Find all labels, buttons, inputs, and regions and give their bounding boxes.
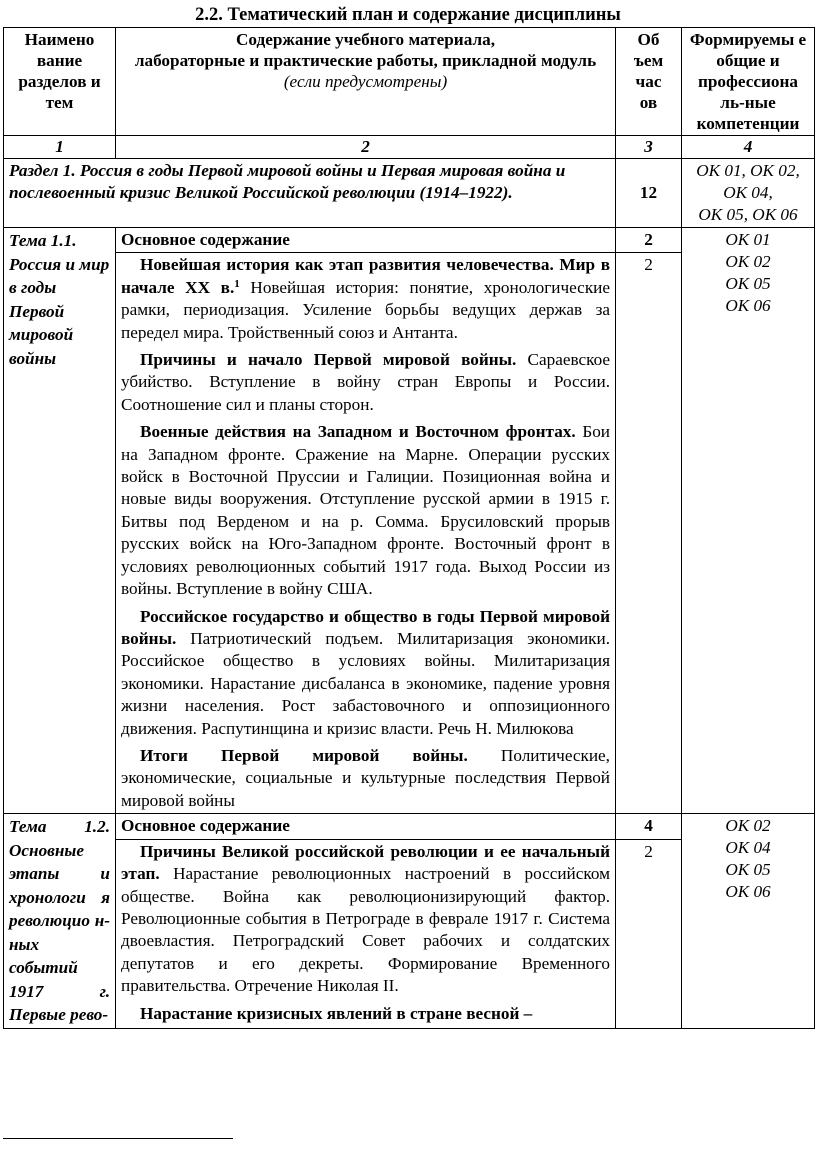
column-number-3: 3	[616, 136, 682, 159]
topic1-p2-heading: Причины и начало Первой мировой войны.	[140, 350, 517, 370]
topic1-p1-heading: Новейшая история как этап развития человечества. Мир в начале XX в.	[121, 255, 610, 297]
topic2-content-hours: 2	[616, 839, 682, 1028]
section-competency-line: ОК 04,	[723, 183, 773, 202]
topic1-name: Тема 1.1. Россия и мир в годы Первой мировой войны	[4, 228, 116, 814]
header-sections: Наимено вание разделов и тем	[4, 28, 116, 136]
page-title: 2.2. Тематический план и содержание дисциплины	[195, 5, 621, 25]
topic2-competency: ОК 02	[725, 816, 771, 836]
topic1-main-row	[4, 228, 815, 253]
header-content	[116, 28, 616, 136]
topic1-competency: ОК 06	[725, 296, 771, 315]
topic1-p2-text: Сараевское убийство. Вступление в войну стран Европы и России. Соотношение сил и планы сторон.	[121, 350, 610, 414]
topic2-competencies	[682, 814, 815, 1029]
section-competencies	[682, 159, 815, 228]
column-number-2: 2	[116, 136, 616, 159]
topic1-main-label: Основное содержание	[116, 228, 616, 253]
topic1-p3-text: Бои на Западном фронте. Сражение на Марне. Операции русских войск в Восточной Пруссии и Галиции. Позиционная война и новые виды вооружения. Отступление русской армии в 1915 г. Битвы под Верденом и на р. Сомма. Брусиловский прорыв русских войск на Юго-Западном фронте. Восточный фронт в условиях революционных событий 1917 года. Выход России из войны. Вступление в войну США.	[121, 422, 610, 599]
header-row	[4, 28, 815, 136]
topic2-p1-heading: Причины Великой российской революции и ее начальный этап.	[121, 841, 610, 884]
topic1-competency: ОК 05	[725, 274, 771, 293]
topic1-p4-text: Патриотический подъем. Милитаризация экономики. Российское общество в условиях войны. Милитаризация экономики. Нарастание дисбаланса в экономике, падение уровня жизни населения. Рост забастовочного и оппозиционного движения. Распутинщина и кризис власти. Речь Н. Милюкова	[121, 628, 610, 738]
topic2-content	[116, 839, 616, 1028]
topic1-p3-heading: Военные действия на Западном и Восточном фронтах.	[140, 422, 576, 442]
topic1-competency: ОК 01	[725, 230, 771, 249]
topic2-main-row	[4, 814, 815, 840]
column-number-4: 4	[682, 136, 815, 159]
column-number-1: 1	[4, 136, 116, 159]
topic2-competency: ОК 04	[725, 838, 771, 858]
topic2-competency: ОК 06	[725, 882, 771, 902]
topic1-paragraph	[121, 745, 610, 812]
topic2-name: Тема 1.2. Основные этапы и хронологи я революцио н-ных событий 1917 г. Первые рево-	[4, 814, 116, 1029]
topic2-p1-text: Нарастание революционных настроений в российском обществе. Война как революционизирующий фактор. Революционные события в Петрограде в феврале 1917 г. Система двоевластия. Петроградский Совет рабочих и солдатских депутатов и его декреты. Формирование Временного правительства. Отречение Николая II.	[121, 864, 610, 996]
thematic-plan-table	[3, 27, 815, 1029]
topic2-competency: ОК 05	[725, 860, 771, 880]
footnote-marker: 1	[234, 277, 240, 290]
topic2-paragraph	[121, 841, 610, 998]
topic1-p4-heading: Российское государство и общество в годы Первой мировой войны.	[121, 606, 610, 648]
topic2-main-hours: 4	[616, 814, 682, 840]
topic1-p5-heading: Итоги Первой мировой войны.	[140, 745, 468, 765]
section-row	[4, 159, 815, 228]
section-hours: 12	[616, 159, 682, 228]
topic1-competencies	[682, 228, 815, 814]
column-number-row	[4, 136, 815, 159]
topic2-paragraph	[121, 1003, 610, 1025]
topic1-content-hours: 2	[616, 253, 682, 814]
topic2-p2-heading: Нарастание кризисных явлений в стране весной –	[140, 1003, 533, 1023]
header-competencies: Формируемы е общие и профессиона ль-ные компетенции	[682, 28, 815, 136]
topic1-competency: ОК 02	[725, 252, 771, 271]
section-competency-line: ОК 01, ОК 02,	[696, 161, 800, 180]
section-competency-line: ОК 05, ОК 06	[698, 205, 798, 224]
topic1-content	[116, 253, 616, 814]
topic1-p1-text: Новейшая история: понятие, хронологические рамки, периодизация. Усиление борьбы ведущих держав за передел мира. Тройственный союз и Антанта.	[121, 277, 610, 342]
footnote-separator	[3, 1138, 233, 1139]
topic2-main-label: Основное содержание	[116, 814, 616, 840]
topic1-paragraph	[121, 349, 610, 416]
topic1-paragraph	[121, 421, 610, 600]
header-hours: Об ъем час ов	[616, 28, 682, 136]
topic1-paragraph	[121, 606, 610, 740]
section-title: Раздел 1. Россия в годы Первой мировой войны и Первая мировая война и послевоенный кризис Великой Российской революции (1914–1922).	[4, 159, 616, 228]
header-content-line1: Содержание учебного материала,	[235, 30, 495, 49]
topic1-p5-text: Политические, экономические, социальные и культурные последствия Первой мировой войны	[121, 745, 610, 810]
topic1-paragraph	[121, 254, 610, 344]
header-content-line2: лабораторные и практические работы, прикладной модуль	[134, 51, 597, 70]
header-content-note: (если предусмотрены)	[283, 72, 448, 91]
topic1-main-hours: 2	[616, 228, 682, 253]
